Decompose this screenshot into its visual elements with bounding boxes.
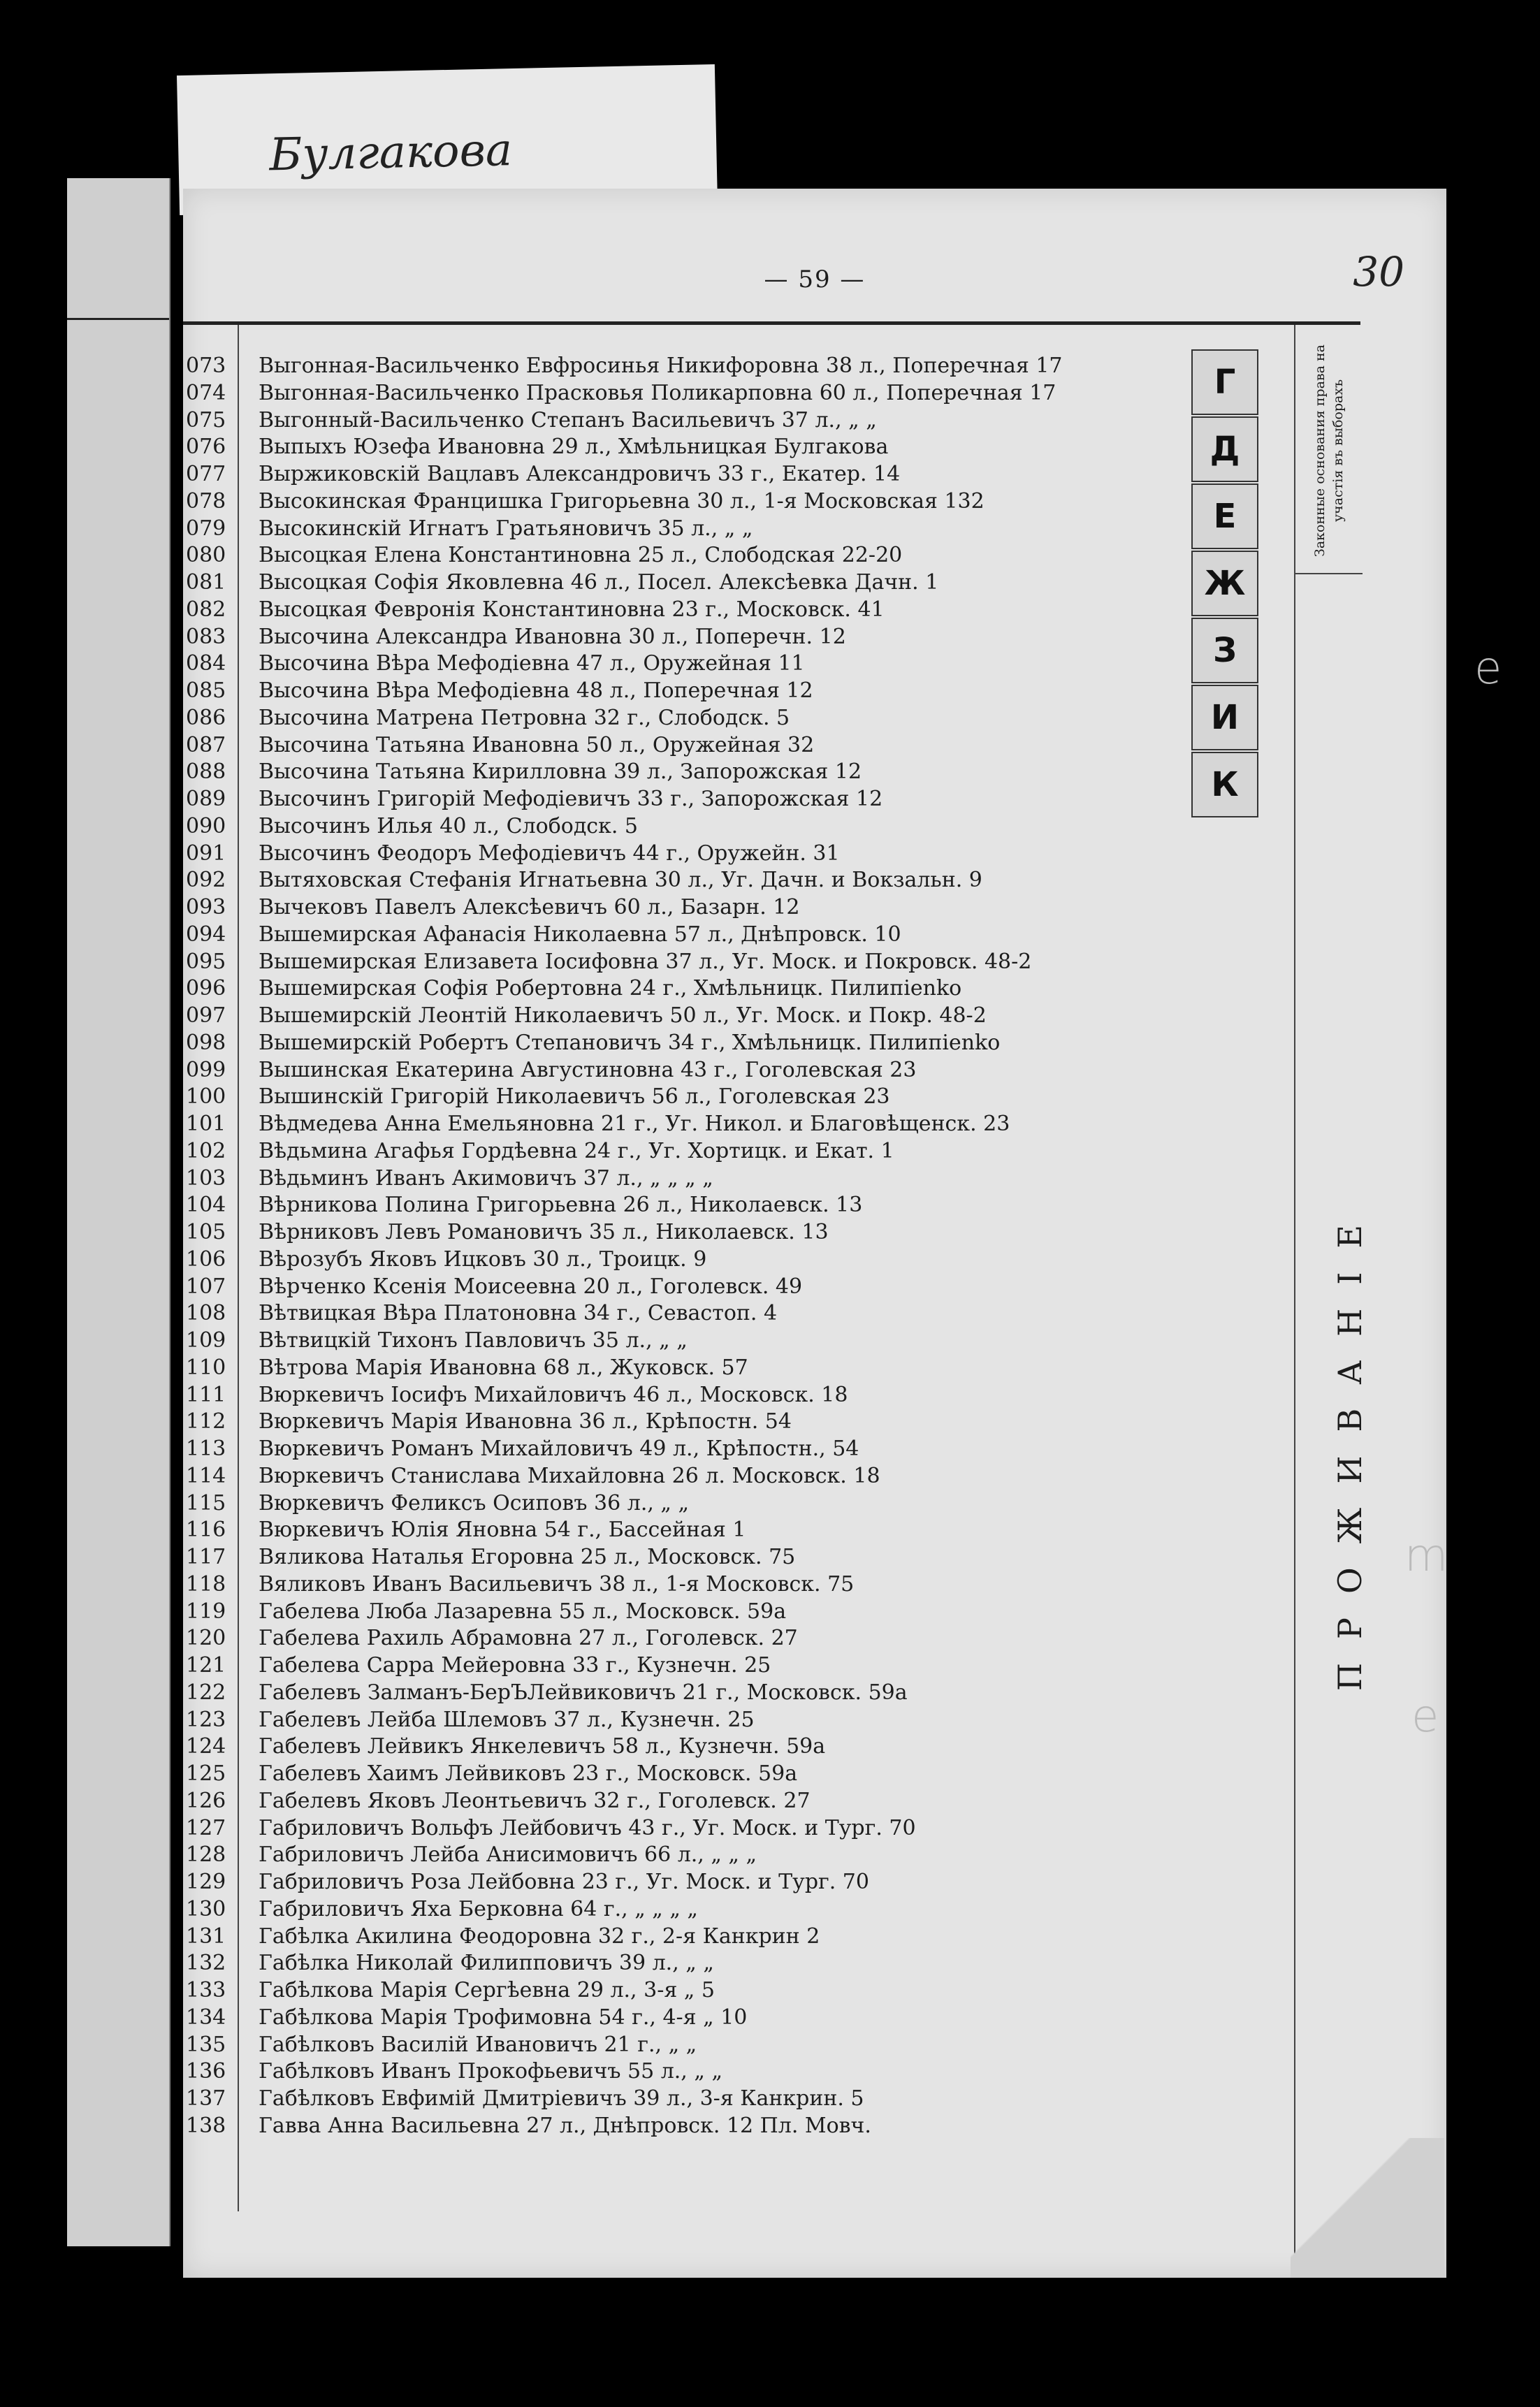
row-entry: Вышемирская Елизавета Iосифовна 37 л., Уг. Моск. и Покровск. 48-2	[259, 949, 1032, 974]
index-tab[interactable]: И	[1191, 685, 1258, 750]
row-number: 104	[186, 1193, 226, 1218]
row-number: 103	[186, 1165, 226, 1191]
register-row	[183, 678, 1301, 705]
register-row	[183, 407, 1301, 435]
row-number: 133	[186, 1978, 226, 2002]
row-number: 112	[186, 1409, 226, 1434]
row-entry: Высочина Александра Ивановна 30 л., Поперечн. 12	[259, 624, 846, 649]
register-row	[183, 1463, 1301, 1490]
row-entry: Высочина Вѣра Мефодiевна 47 л., Оружейная 11	[259, 651, 805, 676]
row-number: 105	[186, 1220, 226, 1244]
row-entry: Габриловичъ Роза Лейбовна 23 г., Уг. Моск. и Тург. 70	[259, 1870, 869, 1894]
row-number: 087	[186, 732, 226, 757]
row-entry: Высоцкая Февронiя Константиновна 23 г., Московск. 41	[259, 597, 885, 622]
register-row	[183, 2005, 1301, 2032]
adjacent-page-strip	[67, 178, 170, 2246]
row-entry: Вюркевичъ Станислава Михайловна 26 л. Московск. 18	[259, 1463, 880, 1488]
row-entry: Габелева Сарра Мейеровна 33 г., Кузнечн. 25	[259, 1653, 771, 1678]
row-entry: Вышемирскiй Леонтiй Николаевичъ 50 л., Уг. Моск. и Покр. 48-2	[259, 1003, 987, 1028]
row-number: 124	[186, 1734, 226, 1759]
row-number: 078	[186, 488, 226, 514]
row-number: 099	[186, 1057, 226, 1082]
row-entry: Габелевъ Лейба Шлемовъ 37 л., Кузнечн. 25	[259, 1707, 755, 1732]
row-number: 081	[186, 570, 226, 595]
register-row	[183, 1057, 1301, 1084]
register-row	[183, 650, 1301, 678]
row-entry: Высоцкая Елена Константиновна 25 л., Слободская 22-20	[259, 543, 903, 568]
register-row	[183, 1652, 1301, 1680]
register-row	[183, 597, 1301, 624]
row-entry: Габелева Люба Лазаревна 55 л., Московск. 59а	[259, 1599, 787, 1624]
register-row	[183, 1950, 1301, 1977]
register-row	[183, 1003, 1301, 1030]
register-row	[183, 353, 1301, 380]
page-number: — 59 —	[764, 266, 866, 293]
row-entry: Габелевъ Хаимъ Лейвиковъ 23 г., Московск. 59а	[259, 1761, 798, 1786]
top-rule	[183, 321, 1360, 325]
row-entry: Вышемирская Афанасiя Николаевна 57 л., Днѣпровск. 10	[259, 922, 901, 947]
row-entry: Высочинъ Григорiй Мефодiевичъ 33 г., Запорожская 12	[259, 787, 883, 811]
row-number: 111	[186, 1382, 226, 1407]
row-number: 119	[186, 1599, 226, 1624]
register-row	[183, 1625, 1301, 1652]
register-row	[183, 1355, 1301, 1382]
row-number: 125	[186, 1761, 226, 1786]
index-tab[interactable]: Д	[1191, 416, 1258, 482]
row-number: 084	[186, 651, 226, 676]
row-number: 121	[186, 1653, 226, 1678]
register-list	[183, 353, 1301, 2140]
register-row	[183, 461, 1301, 488]
register-row	[183, 786, 1301, 813]
row-number: 076	[186, 435, 226, 460]
row-entry: Высоцкая Софiя Яковлевна 46 л., Посел. Алексѣевка Дачн. 1	[259, 570, 939, 595]
legal-basis-column-header	[1295, 328, 1363, 574]
index-tab[interactable]: Ж	[1191, 551, 1258, 616]
row-number: 137	[186, 2086, 226, 2111]
row-entry: Вѣдьмина Агафья Гордѣевна 24 г., Уг. Хортицк. и Екат. 1	[259, 1138, 894, 1163]
row-number: 135	[186, 2032, 226, 2057]
register-row	[183, 1869, 1301, 1896]
register-row	[183, 922, 1301, 949]
register-row	[183, 1842, 1301, 1869]
register-row	[183, 759, 1301, 786]
row-entry: Вѣрникова Полина Григорьевна 26 л., Николаевск. 13	[259, 1193, 863, 1218]
register-row	[183, 949, 1301, 976]
side-title	[1329, 852, 1371, 2040]
row-entry: Высочина Матрена Петровна 32 г., Слободск. 5	[259, 705, 790, 730]
handwritten-label: Булгакова	[268, 124, 513, 182]
register-row	[183, 2058, 1301, 2086]
row-entry: Высочинъ Илья 40 л., Слободск. 5	[259, 813, 639, 838]
register-row	[183, 867, 1301, 894]
register-row	[183, 894, 1301, 922]
register-row	[183, 975, 1301, 1003]
register-row	[183, 1571, 1301, 1599]
register-row	[183, 1165, 1301, 1193]
index-tab[interactable]: Е	[1191, 483, 1258, 549]
row-number: 110	[186, 1355, 226, 1380]
row-entry: Вѣтвицкiй Тихонъ Павловичъ 35 л., „ „	[259, 1328, 688, 1353]
register-row	[183, 1707, 1301, 1734]
row-entry: Выржиковскiй Вацлавъ Александровичъ 33 г., Екатер. 14	[259, 462, 901, 486]
row-entry: Вѣдьминъ Иванъ Акимовичъ 37 л., „ „ „ „	[259, 1165, 713, 1191]
legal-basis-header-text: Законные основания права на участiя въ выборахъ	[1312, 344, 1346, 557]
row-entry: Вюркевичъ Iосифъ Михайловичъ 46 л., Московск. 18	[259, 1382, 848, 1407]
row-number: 136	[186, 2059, 226, 2084]
row-entry: Габелевъ Лейвикъ Янкелевичъ 58 л., Кузнечн. 59а	[259, 1734, 826, 1759]
row-number: 123	[186, 1707, 226, 1732]
row-entry: Габѣлковъ Василiй Ивановичъ 21 г., „ „	[259, 2032, 697, 2057]
row-entry: Высокинскiй Игнатъ Гратьяновичъ 35 л., „ „	[259, 516, 753, 541]
row-number: 096	[186, 976, 226, 1001]
torn-corner	[1291, 2138, 1444, 2278]
index-tab[interactable]: К	[1191, 752, 1258, 817]
row-number: 075	[186, 407, 226, 432]
row-number: 092	[186, 868, 226, 893]
row-number: 101	[186, 1112, 226, 1136]
register-row	[183, 1599, 1301, 1626]
ghost-letter-3: e	[1411, 1691, 1439, 1743]
row-number: 118	[186, 1571, 226, 1597]
row-number: 108	[186, 1301, 226, 1326]
row-number: 085	[186, 678, 226, 703]
row-number: 130	[186, 1896, 226, 1921]
index-tab[interactable]: З	[1191, 618, 1258, 683]
row-entry: Габѣлковъ Иванъ Прокофьевичъ 55 л., „ „	[259, 2059, 722, 2084]
row-number: 120	[186, 1626, 226, 1651]
row-entry: Габѣлкова Марiя Трофимовна 54 г., 4-я „ 10	[259, 2005, 748, 2030]
row-entry: Габѣлковъ Евфимiй Дмитрiевичъ 39 л., 3-я Канкрин. 5	[259, 2086, 864, 2111]
row-number: 128	[186, 1842, 226, 1868]
side-title-text: ПРОЖИВАНIЕ	[1331, 1201, 1369, 1692]
row-number: 079	[186, 516, 226, 541]
register-row	[183, 1274, 1301, 1301]
row-entry: Вѣрниковъ Левъ Романовичъ 35 л., Николаевск. 13	[259, 1220, 829, 1244]
row-entry: Вѣтвицкая Вѣра Платоновна 34 г., Севастоп. 4	[259, 1301, 778, 1326]
row-entry: Высочина Татьяна Кирилловна 39 л., Запорожская 12	[259, 759, 862, 785]
register-row	[183, 813, 1301, 841]
row-entry: Габѣлка Акилина Феодоровна 32 г., 2-я Канкрин 2	[259, 1924, 820, 1949]
row-number: 073	[186, 354, 226, 378]
row-number: 106	[186, 1246, 226, 1272]
row-entry: Габѣлкова Марiя Сергѣевна 29 л., 3-я „ 5	[259, 1978, 715, 2002]
register-row	[183, 1788, 1301, 1815]
row-number: 132	[186, 1951, 226, 1976]
row-entry: Вюркевичъ Марiя Ивановна 36 л., Крѣпостн. 54	[259, 1409, 792, 1434]
register-row	[183, 2086, 1301, 2113]
row-entry: Вытяховская Стефанiя Игнатьевна 30 л., Уг. Дачн. и Вокзальн. 9	[259, 868, 982, 893]
row-entry: Выгонная-Васильченко Евфросинья Никифоровна 38 л., Поперечная 17	[259, 354, 1063, 378]
row-entry: Гавва Анна Васильевна 27 л., Днѣпровск. 12 Пл. Мовч.	[259, 2113, 871, 2138]
register-row	[183, 1761, 1301, 1788]
register-row	[183, 488, 1301, 516]
row-entry: Выпыхъ Юзефа Ивановна 29 л., Хмѣльницкая Булгакова	[259, 435, 889, 460]
row-number: 134	[186, 2005, 226, 2030]
register-row	[183, 1436, 1301, 1463]
row-entry: Вѣтрова Марiя Ивановна 68 л., Жуковск. 57	[259, 1355, 748, 1380]
row-number: 080	[186, 543, 226, 568]
register-row	[183, 542, 1301, 569]
strip-rule	[67, 318, 169, 320]
register-row	[183, 705, 1301, 732]
row-number: 126	[186, 1788, 226, 1813]
row-entry: Габелевъ Залманъ-БерЪЛейвиковичъ 21 г., Московск. 59а	[259, 1680, 908, 1705]
register-row	[183, 1111, 1301, 1138]
register-row	[183, 1517, 1301, 1544]
register-row	[183, 516, 1301, 543]
row-number: 091	[186, 841, 226, 866]
register-row	[183, 1219, 1301, 1246]
index-tab[interactable]: Г	[1191, 349, 1258, 415]
row-entry: Вюркевичъ Феликсъ Осиповъ 36 л., „ „	[259, 1490, 690, 1515]
row-entry: Вяликова Наталья Егоровна 25 л., Московск. 75	[259, 1545, 796, 1569]
row-number: 109	[186, 1328, 226, 1353]
row-entry: Вюркевичъ Романъ Михайловичъ 49 л., Крѣпостн., 54	[259, 1437, 859, 1461]
register-row	[183, 2032, 1301, 2059]
row-entry: Высочинъ Феодоръ Мефодiевичъ 44 г., Оружейн. 31	[259, 841, 840, 866]
row-entry: Вѣрченко Ксенiя Моисеевна 20 л., Гоголевск. 49	[259, 1274, 803, 1299]
row-number: 107	[186, 1274, 226, 1299]
row-entry: Вяликовъ Иванъ Васильевичъ 38 л., 1-я Московск. 75	[259, 1571, 855, 1597]
row-number: 117	[186, 1545, 226, 1569]
row-entry: Выгонная-Васильченко Прасковья Поликарповна 60 л., Поперечная 17	[259, 380, 1056, 405]
register-row	[183, 434, 1301, 461]
register-row	[183, 1815, 1301, 1842]
row-number: 102	[186, 1138, 226, 1163]
row-number: 127	[186, 1815, 226, 1840]
row-number: 129	[186, 1870, 226, 1894]
row-number: 095	[186, 949, 226, 974]
register-row	[183, 1328, 1301, 1355]
register-row	[183, 1924, 1301, 1951]
row-entry: Габриловичъ Лейба Анисимовичъ 66 л., „ „ „	[259, 1842, 757, 1868]
register-row	[183, 1138, 1301, 1165]
register-row	[183, 1680, 1301, 1707]
register-row	[183, 732, 1301, 759]
row-entry: Габриловичъ Яха Берковна 64 г., „ „ „ „	[259, 1896, 698, 1921]
ghost-letter-1: e	[1474, 643, 1502, 695]
row-number: 131	[186, 1924, 226, 1949]
row-number: 090	[186, 813, 226, 838]
row-entry: Выгонный-Васильченко Степанъ Васильевичъ 37 л., „ „	[259, 407, 877, 432]
register-row	[183, 569, 1301, 597]
row-entry: Вюркевичъ Юлiя Яновна 54 г., Бассейная 1	[259, 1518, 746, 1543]
row-entry: Вѣрозубъ Яковъ Ицковъ 30 л., Троицк. 9	[259, 1246, 707, 1272]
row-number: 094	[186, 922, 226, 947]
row-number: 089	[186, 787, 226, 811]
row-entry: Высокинская Францишка Григорьевна 30 л., 1-я Московская 132	[259, 488, 985, 514]
register-row	[183, 841, 1301, 868]
register-row	[183, 1300, 1301, 1328]
register-row	[183, 2113, 1301, 2140]
register-row	[183, 1977, 1301, 2005]
row-number: 115	[186, 1490, 226, 1515]
register-row	[183, 1084, 1301, 1111]
row-entry: Габелева Рахиль Абрамовна 27 л., Гоголевск. 27	[259, 1626, 798, 1651]
row-number: 093	[186, 895, 226, 919]
row-number: 100	[186, 1084, 226, 1110]
index-tabs	[1191, 349, 1268, 1355]
row-entry: Высочина Вѣра Мефодiевна 48 л., Поперечная 12	[259, 678, 813, 703]
row-entry: Высочина Татьяна Ивановна 50 л., Оружейная 32	[259, 732, 815, 757]
row-entry: Вѣдмедева Анна Емельяновна 21 г., Уг. Никол. и Благовѣщенск. 23	[259, 1112, 1010, 1136]
register-row	[183, 1382, 1301, 1409]
row-number: 086	[186, 705, 226, 730]
row-number: 083	[186, 624, 226, 649]
register-row	[183, 1490, 1301, 1518]
row-number: 098	[186, 1030, 226, 1055]
register-row	[183, 1896, 1301, 1924]
row-entry: Габриловичъ Вольфъ Лейбовичъ 43 г., Уг. Моск. и Тург. 70	[259, 1815, 916, 1840]
row-entry: Габѣлка Николай Филипповичъ 39 л., „ „	[259, 1951, 714, 1976]
ghost-letter-2: m	[1404, 1530, 1448, 1582]
row-entry: Габелевъ Яковъ Леонтьевичъ 32 г., Гоголевск. 27	[259, 1788, 811, 1813]
row-number: 114	[186, 1463, 226, 1488]
archive-number: 30	[1353, 248, 1404, 296]
row-entry: Вышемирская Софiя Робертовна 24 г., Хмѣльницк. Пилипienko	[259, 976, 962, 1001]
row-number: 088	[186, 759, 226, 785]
register-row	[183, 1409, 1301, 1436]
row-entry: Вычековъ Павелъ Алексѣевичъ 60 л., Базарн. 12	[259, 895, 800, 919]
register-row	[183, 380, 1301, 407]
row-entry: Вышинская Екатерина Августиновна 43 г., Гоголевская 23	[259, 1057, 917, 1082]
register-row	[183, 1246, 1301, 1274]
row-number: 138	[186, 2113, 226, 2138]
row-number: 116	[186, 1518, 226, 1543]
row-number: 122	[186, 1680, 226, 1705]
row-number: 097	[186, 1003, 226, 1028]
register-row	[183, 1733, 1301, 1761]
row-entry: Вышемирскiй Робертъ Степановичъ 34 г., Хмѣльницк. Пилипienko	[259, 1030, 1001, 1055]
row-entry: Вышинскiй Григорiй Николаевичъ 56 л., Гоголевская 23	[259, 1084, 890, 1110]
register-row	[183, 624, 1301, 651]
row-number: 074	[186, 380, 226, 405]
register-row	[183, 1544, 1301, 1571]
register-row	[183, 1192, 1301, 1219]
register-row	[183, 1030, 1301, 1057]
row-number: 077	[186, 462, 226, 486]
row-number: 082	[186, 597, 226, 622]
row-number: 113	[186, 1437, 226, 1461]
